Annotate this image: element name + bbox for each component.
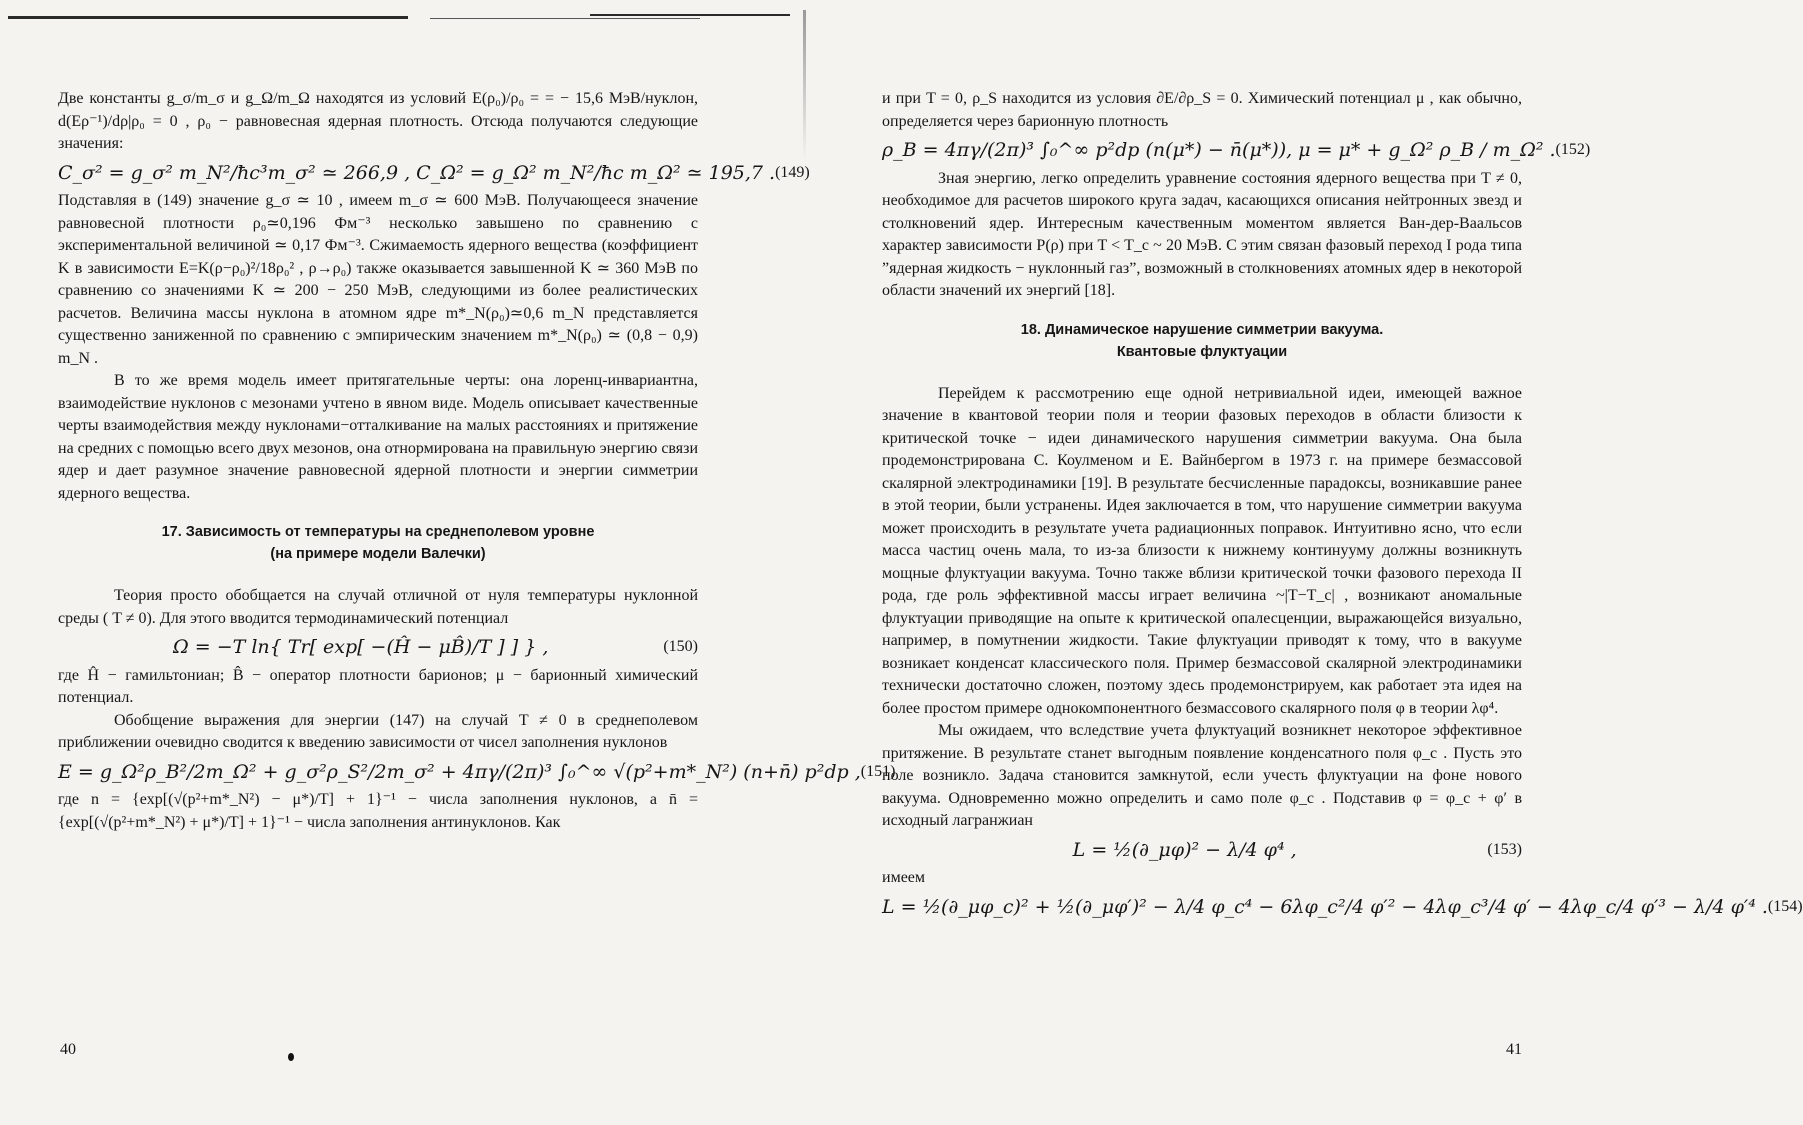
paragraph: Перейдем к рассмотрению еще одной нетривиальной идеи, имеющей важное значение в квантовой теории поля и теории фазовых переходов в области близости к критической точке − идеи динамического нарушения симметрии вакуума. Она была продемонстрирована С. Коулменом и Е. Вайнбергом в 1973 г. на примере безмассовой скалярной электродинамики [19]. В результате бесчисленные парадоксы, возникавшие ранее в этой теории, были устранены. Идея заключается в том, что нарушение симметрии вакуума может происходить в результате учета радиационных поправок. Интуитивно ясно, что если масса частиц очень мала, то из-за близости к нижнему континууму должны возникнуть мощные флуктуации вакуума. Точно также вблизи критической точки фазового перехода II рода, где роль эффективной массы играет величина ~|T−T_c| , возникают аномальные флуктуации приводящие на опыте к критической опалесценции, выражающейся визуально, например, в помутнении жидкости. Такие флуктуации приводят к тому, что в вакууме возникает конденсат классического поля. Пример безмассовой скалярной электродинамики технически достаточно сложен, поэтому здесь продемонстрируем, как работает эта идея на более простом примере однокомпонентного безмассового скалярного поля φ в теории λφ⁴. (882, 384, 1522, 717)
equation-formula: ρ_B = 4πγ/(2π)³ ∫₀^∞ p²dp (n(μ*) − n̄(μ*)), μ = μ* + g_Ω² ρ_B / m_Ω² . (882, 139, 1556, 161)
equation-153 (882, 839, 1522, 862)
equation-formula: L = ½(∂_μφ_c)² + ½(∂_μφ′)² − λ/4 φ_c⁴ − 6λφ_c²/4 φ′² − 4λφ_c³/4 φ′ − 4λφ_c/4 φ′³ − λ/4 φ′⁴ . (882, 895, 1768, 918)
paragraph: Теория просто обобщается на случай отличной от нуля температуры нуклонной среды ( T ≠ 0). Для этого вводится термодинамический потенциал (58, 587, 698, 627)
paragraph: имеем (882, 869, 926, 886)
equation-154 (882, 895, 1803, 919)
paragraph: где n = {exp[(√(p²+m*_N²) − μ*)/T] + 1}⁻¹ − числа заполнения нуклонов, а n̄ = {exp[(√(p²+m*_N²) + μ*)/T] + 1}⁻¹ − числа заполнения антинуклонов. Как (58, 791, 698, 831)
left-page-text (58, 88, 896, 834)
section-heading-18 (882, 319, 1522, 363)
equation-152 (882, 139, 1591, 162)
right-page-text (882, 88, 1803, 924)
equation-151 (58, 760, 896, 784)
equation-formula: E = g_Ω²ρ_B²/2m_Ω² + g_σ²ρ_S²/2m_σ² + 4πγ/(2π)³ ∫₀^∞ √(p²+m*_N²) (n+n̄) p²dp , (58, 760, 861, 783)
paragraph: где Ĥ − гамильтониан; B̂ − оператор плотности барионов; μ − барионный химический потенциал. (58, 666, 698, 706)
equation-number: (149) (775, 163, 810, 181)
equation-formula: Ω = −T ln{ Tr[ exp[ −(Ĥ − μB̂)/T ] ] } , (172, 636, 549, 658)
heading-line: 18. Динамическое нарушение симметрии вакуума. (1020, 321, 1384, 338)
equation-number: (154) (1767, 897, 1803, 915)
left-page (0, 0, 896, 1125)
paragraph: Мы ожидаем, что вследствие учета флуктуаций возникнет некоторое эффективное притяжение. В результате станет выгодным появление конденсатного поля φ_c . Пусть это поле возникло. Задача становится замкнутой, если учесть флуктуации на фоне нового вакуума. Одновременно можно определить и само поле φ_c . Подставив φ = φ_c + φ′ в исходный лагранжиан (882, 722, 1522, 829)
equation-149 (58, 161, 810, 185)
page-number: 41 (1506, 1041, 1522, 1058)
equation-formula: L = ½(∂_μφ)² − λ/4 φ⁴ , (1072, 838, 1297, 861)
equation-150 (58, 636, 698, 659)
heading-line: 17. Зависимость от температуры на среднеполевом уровне (161, 524, 595, 540)
paragraph: Подставляя в (149) значение g_σ ≃ 10 , имеем m_σ ≃ 600 МэВ. Получающееся значение равновесной плотности ρ₀≃0,196 Фм⁻³ несколько завышено по сравнению с экспериментальной величиной ≃ 0,17 Фм⁻³. Сжимаемость ядерного вещества (коэффициент K в зависимости E=K(ρ−ρ₀)²/18ρ₀² , ρ→ρ₀) также оказывается завышенной K ≃ 360 МэВ по сравнению со значениями K ≃ 200 − 250 МэВ, следующими из более реалистических расчетов. Величина массы нуклона в атомном ядре m*_N(ρ₀)≃0,6 m_N представляется существенно заниженной по сравнению с эмпирическим значением m*_N(ρ₀) ≃ (0,8 − 0,9) m_N . (58, 192, 698, 367)
equation-number: (151) (860, 762, 896, 780)
paragraph: Две константы g_σ/m_σ и g_Ω/m_Ω находятся из условий E(ρ₀)/ρ₀ = = − 15,6 МэВ/нуклон, d(Eρ⁻¹)/dρ|ρ₀ = 0 , ρ₀ − равновесная ядерная плотность. Отсюда получаются следующие значения: (58, 90, 698, 152)
heading-line: Квантовые флуктуации (1116, 343, 1288, 360)
equation-number: (153) (1487, 840, 1522, 858)
paragraph: Обобщение выражения для энергии (147) на случай T ≠ 0 в среднеполевом приближении очевидно сводится к введению зависимости от чисел заполнения нуклонов (58, 711, 698, 751)
paragraph: В то же время модель имеет притягательные черты: она лоренц-инвариантна, взаимодействие нуклонов с мезонами учтено в явном виде. Модель описывает качественные черты взаимодействия между нуклонами−отталкивание на малых расстояниях и притяжение на средних с помощью всего двух мезонов, она отнормирована на правильную энергию связи ядер и дает разумное значение равновесной ядерной плотности и энергии симметрии ядерного вещества. (58, 372, 699, 502)
heading-line: (на примере модели Валечки) (270, 546, 486, 562)
equation-number: (152) (1555, 141, 1591, 158)
equation-formula: C_σ² = g_σ² m_N²/ħc³m_σ² ≃ 266,9 , C_Ω² = g_Ω² m_N²/ħc m_Ω² ≃ 195,7 . (58, 161, 776, 184)
paragraph: Зная энергию, легко определить уравнение состояния ядерного вещества при T ≠ 0, необходимое для расчетов широкого круга задач, касающихся описания нейтронных звезд и столкновений ядер. Интересным качественным моментом является Ван-дер-Ваальсов характер зависимости P(ρ) при T < T_c ~ 20 МэВ. С этим связан фазовый переход I рода типа ”ядерная жидкость − нуклонный газ”, возможный в столкновениях атомных ядер в некоторой области значений их энергий [18]. (882, 169, 1522, 299)
paragraph: и при T = 0, ρ_S находится из условия ∂E/∂ρ_S = 0. Химический потенциал μ , как обычно, определяется через барионную плотность (882, 90, 1522, 130)
section-heading-17 (58, 521, 698, 565)
page-number: 40 (60, 1041, 76, 1058)
right-page (810, 0, 1803, 1125)
equation-number: (150) (663, 638, 698, 655)
book-gutter (803, 10, 806, 160)
